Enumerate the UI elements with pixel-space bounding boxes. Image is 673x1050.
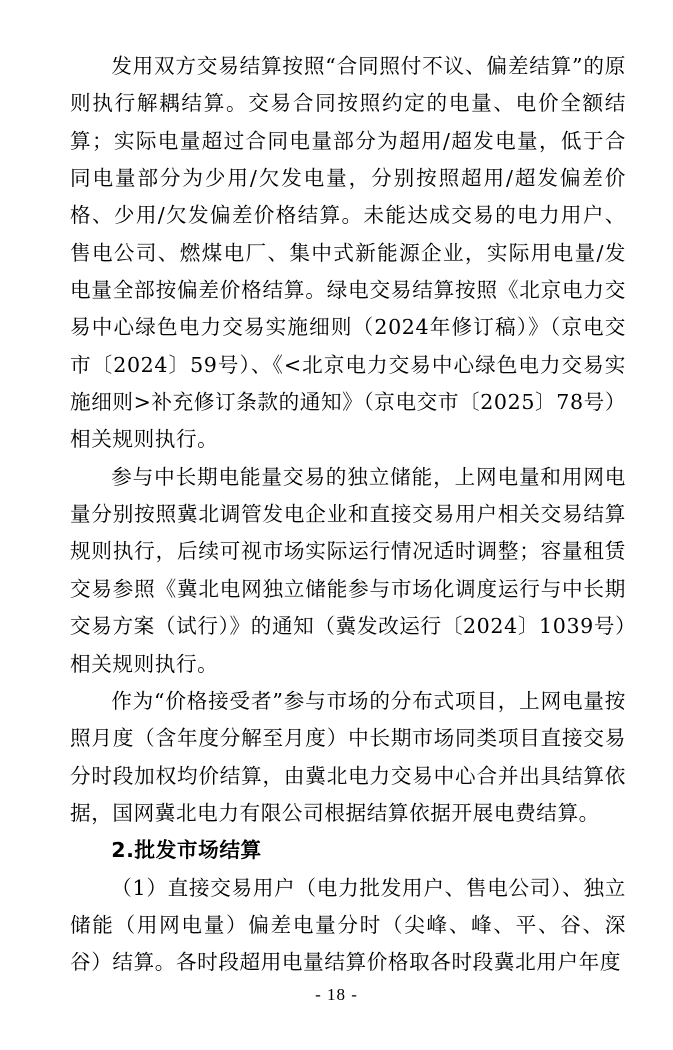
paragraph-energy-storage: 参与中长期电能量交易的独立储能，上网电量和用网电量分别按照冀北调管发电企业和直接交易用户相关交易结算规则执行，后续可视市场实际运行情况适时调整；容量租赁交易参照《冀北电网独立储能参与市场化调度运行与中长期交易方案（试行）》的通知（冀发改运行〔2024〕1039号）相关规则执行。 xyxy=(70,464,626,676)
paragraph-distributed-projects: 作为“价格接受者”参与市场的分布式项目，上网电量按照月度（含年度分解至月度）中长期市场同类项目直接交易分时段加权均价结算，由冀北电力交易中心合并出具结算依据，国网冀北电力有限公司根据结算依据开展电费结算。 xyxy=(70,688,626,825)
page-number: - 18 - xyxy=(315,985,358,1004)
paragraph-direct-trading-users: （1）直接交易用户（电力批发用户、售电公司）、独立储能（用网电量）偏差电量分时（尖峰、峰、平、谷、深谷）结算。各时段超用电量结算价格取各时段冀北用户年度 xyxy=(70,875,626,975)
page-content xyxy=(70,48,626,982)
paragraph-settlement-principle: 发用双方交易结算按照“合同照付不议、偏差结算”的原则执行解耦结算。交易合同按照约定的电量、电价全额结算；实际电量超过合同电量部分为超用/超发电量，低于合同电量部分为少用/欠发电量，分别按照超用/超发偏差价格、少用/欠发偏差价格结算。未能达成交易的电力用户、售电公司、燃煤电厂、集中式新能源企业，实际用电量/发电量全部按偏差价格结算。绿电交易结算按照《北京电力交易中心绿色电力交易实施细则（2024年修订稿）》（京电交市〔2024〕59号）、《<北京电力交易中心绿色电力交易实施细则>补充修订条款的通知》（京电交市〔2025〕78号）相关规则执行。 xyxy=(70,54,627,452)
section-heading-wholesale-settlement: 2.批发市场结算 xyxy=(111,838,262,863)
